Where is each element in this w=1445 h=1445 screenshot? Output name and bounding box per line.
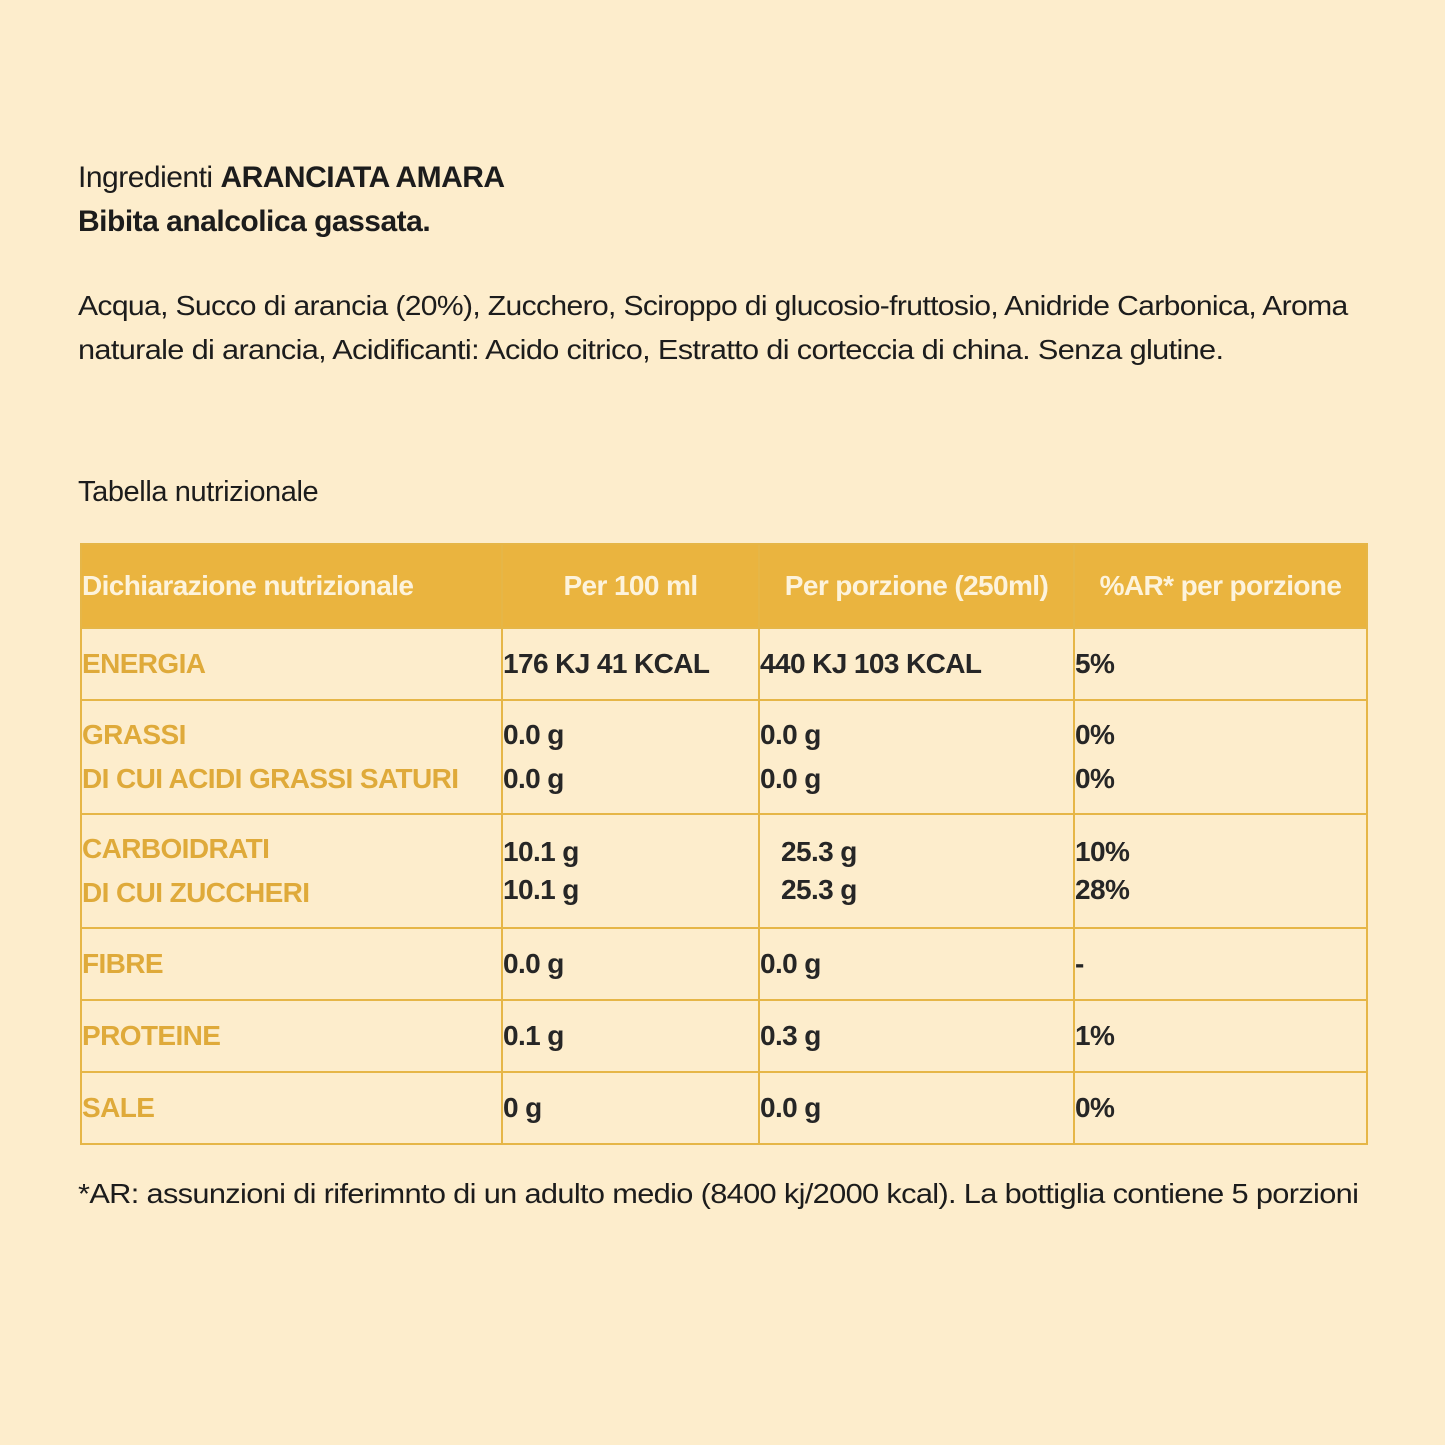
table-row-sale [81, 1072, 1367, 1144]
product-name: ARANCIATA AMARA [220, 161, 505, 194]
value-line: 25.3 g [781, 836, 857, 867]
value-line: 28% [1075, 874, 1130, 905]
header-declaration: Dichiarazione nutrizionale [81, 544, 502, 628]
row-label [81, 1072, 502, 1144]
value-line: 0.0 g [760, 763, 821, 794]
value-line: 0.3 g [760, 1020, 821, 1051]
table-row-fibre [81, 928, 1367, 1000]
ingredients-text [78, 284, 1378, 372]
ar-cell [1074, 1072, 1367, 1144]
per100-cell [502, 1072, 759, 1144]
label-line: DI CUI ZUCCHERI [82, 877, 310, 908]
value-line: 176 KJ 41 KCAL [503, 648, 710, 679]
value-line: 0 g [503, 1092, 542, 1123]
product-subtitle: Bibita analcolica gassata. [78, 205, 431, 238]
value-line: 0.1 g [503, 1020, 564, 1051]
table-row-carboidrati [81, 814, 1367, 928]
label-line: SALE [82, 1092, 155, 1123]
value-line: - [1075, 948, 1084, 979]
per100-cell [502, 928, 759, 1000]
label-line: FIBRE [82, 948, 164, 979]
per-portion-cell [759, 1000, 1074, 1072]
header-per-portion: Per porzione (250ml) [759, 544, 1074, 628]
ar-cell [1074, 928, 1367, 1000]
row-label [81, 700, 502, 814]
label-line: PROTEINE [82, 1020, 221, 1051]
value-line: 0% [1075, 1092, 1115, 1123]
value-line: 0% [1075, 763, 1115, 794]
row-label [81, 1000, 502, 1072]
table-row-grassi [81, 700, 1367, 814]
header-per-100ml: Per 100 ml [502, 544, 759, 628]
value-line: 5% [1075, 648, 1115, 679]
ar-cell [1074, 814, 1367, 928]
per-portion-cell [759, 1072, 1074, 1144]
value-line: 0.0 g [503, 948, 564, 979]
row-label [81, 814, 502, 928]
per100-cell [502, 628, 759, 700]
value-line: 0.0 g [503, 763, 564, 794]
value-line: 0.0 g [760, 1092, 821, 1123]
per100-cell [502, 700, 759, 814]
value-line: 10.1 g [503, 836, 579, 867]
value-line: 0.0 g [760, 948, 821, 979]
value-line: 25.3 g [781, 874, 857, 905]
header-ar-percent: %AR* per porzione [1074, 544, 1367, 628]
label-line: CARBOIDRATI [82, 833, 270, 864]
table-title: Tabella nutrizionale [78, 476, 319, 508]
product-heading [78, 156, 505, 244]
table-row-energia [81, 628, 1367, 700]
per100-cell [502, 814, 759, 928]
label-line: ENERGIA [82, 648, 206, 679]
heading-prefix: Ingredienti [78, 161, 221, 194]
ar-cell [1074, 1000, 1367, 1072]
value-line: 10% [1075, 836, 1130, 867]
per-portion-cell [759, 814, 1074, 928]
value-line: 0.0 g [760, 719, 821, 750]
per-portion-cell [759, 700, 1074, 814]
ingredients-line-2: naturale di arancia, Acidificanti: Acido citrico, Estratto di corteccia di china. Senza glutine. [78, 334, 1224, 365]
value-line: 1% [1075, 1020, 1115, 1051]
label-line: DI CUI ACIDI GRASSI SATURI [82, 763, 459, 794]
value-line: 0.0 g [503, 719, 564, 750]
heading-title [78, 156, 505, 200]
per100-cell [502, 1000, 759, 1072]
nutrition-table [80, 543, 1368, 1145]
footnote: *AR: assunzioni di riferimnto di un adulto medio (8400 kj/2000 kcal). La bottiglia contiene 5 porzioni [78, 1178, 1359, 1209]
per-portion-cell [759, 928, 1074, 1000]
table-header-row [81, 544, 1367, 628]
ingredients-line-1: Acqua, Succo di arancia (20%), Zucchero, Sciroppo di glucosio-fruttosio, Anidride Carbonica, Aroma [78, 290, 1348, 321]
row-label [81, 928, 502, 1000]
table-row-proteine [81, 1000, 1367, 1072]
value-line: 10.1 g [503, 874, 579, 905]
ar-cell [1074, 700, 1367, 814]
row-label [81, 628, 502, 700]
ar-cell [1074, 628, 1367, 700]
per-portion-cell [759, 628, 1074, 700]
value-line: 0% [1075, 719, 1115, 750]
value-line: 440 KJ 103 KCAL [760, 648, 982, 679]
label-line: GRASSI [82, 719, 186, 750]
